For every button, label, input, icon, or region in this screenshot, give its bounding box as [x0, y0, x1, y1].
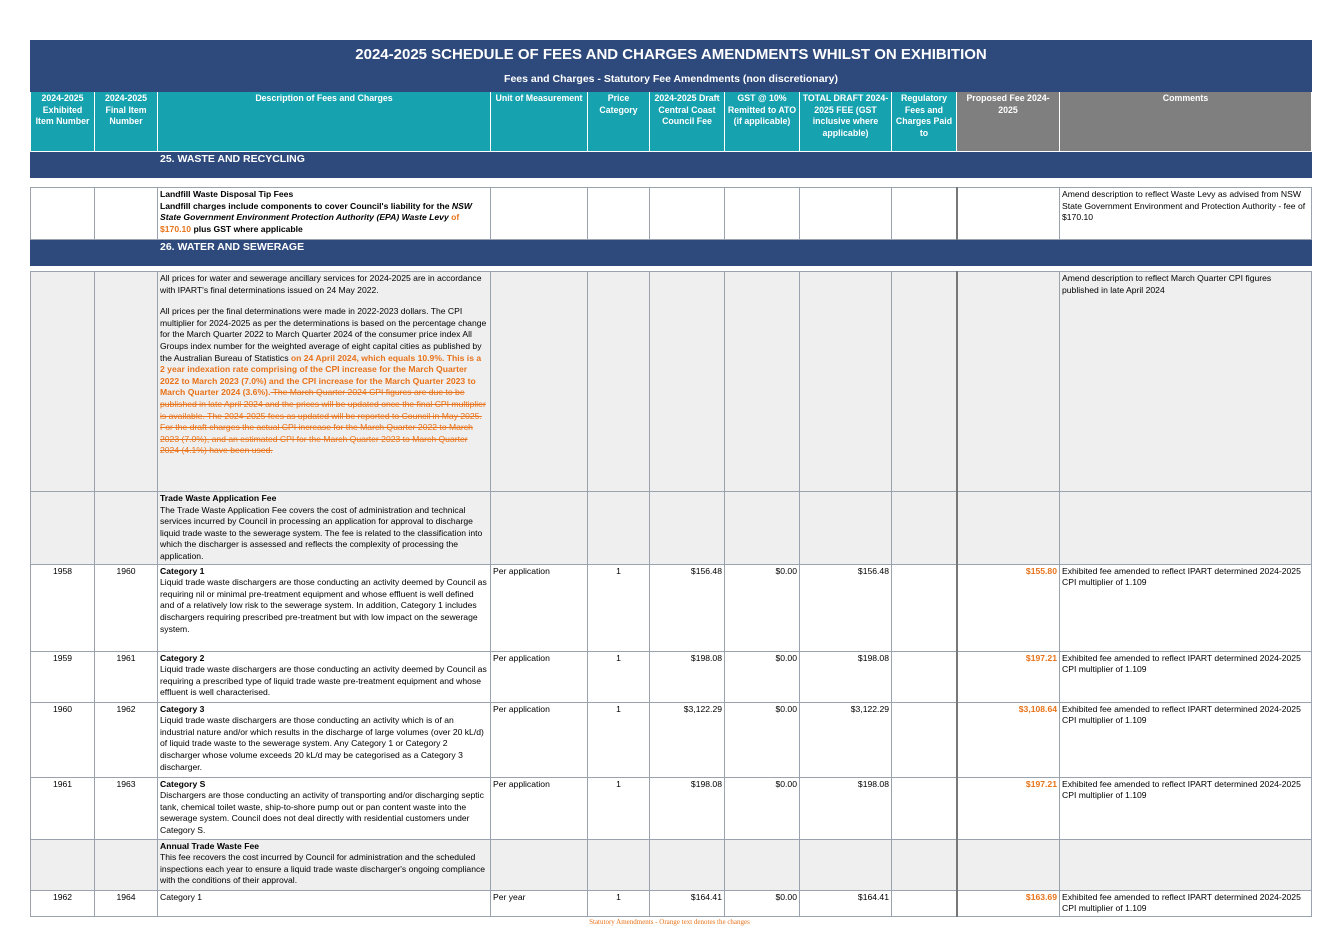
annual-fee-description: Annual Trade Waste Fee This fee recovers the cost incurred by Council for administration and the scheduled inspections each year to ensure a liquid trade waste discharger's ongoing compliance with the conditions of their approval.	[158, 839, 491, 890]
section-waste-recycling: 25. WASTE AND RECYCLING	[158, 152, 1312, 178]
col-unit-of-measurement: Unit of Measurement	[491, 92, 588, 152]
proposed-fee: $197.21	[957, 777, 1060, 839]
section-header-row	[31, 152, 1312, 178]
table-row: 1962 1964 Category 1 Per year 1 $164.41 $0.00 $164.41 $163.69 Exhibited fee amended to reflect IPART determined 2024-2025 CPI multiplier of 1.109	[31, 890, 1312, 916]
schedule-title: 2024-2025 SCHEDULE OF FEES AND CHARGES AMENDMENTS WHILST ON EXHIBITION	[31, 41, 1312, 69]
landfill-description: Landfill Waste Disposal Tip Fees Landfill charges include components to cover Council's liability for the NSW State Government Environment Protection Authority (EPA) Waste Levy of $170.10 plus GST where applicable	[158, 188, 491, 240]
col-description: Description of Fees and Charges	[158, 92, 491, 152]
col-regulatory-paid-to: Regulatory Fees and Charges Paid to	[892, 92, 957, 152]
schedule-subtitle: Fees and Charges - Statutory Fee Amendments (non discretionary)	[31, 69, 1312, 92]
table-row: 1961 1963 Category S Dischargers are those conducting an activity of transporting and/or discharging septic tank, chemical toilet waste, ship-to-shore pump out or pan content waste into the sewerage system. Council does not deal directly with residential customers under Category S. Per application 1 $198.08 $0.00 $198.08 $197.21 Exhibited fee amended to reflect IPART determined 2024-2025 CPI multiplier of 1.109	[31, 777, 1312, 839]
table-row: 1958 1960 Category 1 Liquid trade waste dischargers are those conducting an activity deemed by Council as requiring nil or minimal pre-treatment equipment and whose effluent is well defined and of a relatively low risk to the sewerage system. In addition, Category 1 includes dischargers requiring prescribed pre-treatment but with low impact on the sewerage system. Per application 1 $156.48 $0.00 $156.48 $155.80 Exhibited fee amended to reflect IPART determined 2024-2025 CPI multiplier of 1.109	[31, 564, 1312, 651]
column-header-row	[31, 92, 1312, 152]
table-row	[31, 272, 1312, 492]
landfill-comment: Amend description to reflect Waste Levy as advised from NSW State Government Environment and Protection Authority - fee of $170.10	[1060, 188, 1312, 240]
trade-application-description: Trade Waste Application Fee The Trade Waste Application Fee covers the cost of administration and technical services incurred by Council in processing an application for approval to discharge liquid trade waste to the sewerage system. The fee is related to the classification into which the discharger is assessed and reflects the complexity of processing the application.	[158, 492, 491, 565]
col-comments: Comments	[1060, 92, 1312, 152]
proposed-fee: $163.69	[957, 890, 1060, 916]
proposed-fee: $3,108.64	[957, 702, 1060, 777]
col-final-item-number: 2024-2025 Final Item Number	[95, 92, 158, 152]
section-header-row	[31, 240, 1312, 266]
col-draft-fee: 2024-2025 Draft Central Coast Council Fee	[650, 92, 725, 152]
proposed-fee: $155.80	[957, 564, 1060, 651]
table-row: 1960 1962 Category 3 Liquid trade waste dischargers are those conducting an activity which is of an industrial nature and/or which results in the discharge of large volumes (over 20 kL/d) of liquid trade waste to the sewerage system. Any Category 1 or Category 2 discharger whose volume exceeds 20 kL/d may be categorised as a Category 3 discharger. Per application 1 $3,122.29 $0.00 $3,122.29 $3,108.64 Exhibited fee amended to reflect IPART determined 2024-2025 CPI multiplier of 1.109	[31, 702, 1312, 777]
water-intro-comment: Amend description to reflect March Quarter CPI figures published in late April 2024	[1060, 272, 1312, 492]
col-exhibited-item-number: 2024-2025 Exhibited Item Number	[31, 92, 95, 152]
col-total-draft-fee: TOTAL DRAFT 2024-2025 FEE (GST inclusive where applicable)	[800, 92, 892, 152]
col-proposed-fee: Proposed Fee 2024-2025	[957, 92, 1060, 152]
fees-schedule-sheet	[30, 40, 1311, 917]
section-water-sewerage: 26. WATER AND SEWERAGE	[158, 240, 1312, 266]
table-row	[31, 839, 1312, 890]
col-price-category: Price Category	[588, 92, 650, 152]
col-gst: GST @ 10% Remitted to ATO (if applicable)	[725, 92, 800, 152]
table-row	[31, 492, 1312, 565]
fees-table	[30, 40, 1312, 917]
table-row	[31, 188, 1312, 240]
proposed-fee: $197.21	[957, 651, 1060, 702]
table-row: 1959 1961 Category 2 Liquid trade waste dischargers are those conducting an activity deemed by Council as requiring a prescribed type of liquid trade waste pre-treatment equipment and whose effluent is well characterised. Per application 1 $198.08 $0.00 $198.08 $197.21 Exhibited fee amended to reflect IPART determined 2024-2025 CPI multiplier of 1.109	[31, 651, 1312, 702]
footer-note: Statutory Amendments - Orange text denotes the changes	[589, 918, 750, 926]
water-intro-description: All prices for water and sewerage ancillary services for 2024-2025 are in accordance with IPART's final determinations issued on 24 May 2022. All prices per the final determinations were made in 2022-2023 dollars. The CPI multiplier for 2024-2025 as per the determinations is based on the percentage change for the March Quarter 2022 to March Quarter 2024 of the consumer price index All Groups index number for the weighted average of eight capital cities as published by the Australian Bureau of Statistics on 24 April 2024, which equals 10.9%. This is a 2 year indexation rate comprising of the CPI increase for the March Quarter 2022 to March 2023 (7.0%) and the CPI increase for the March Quarter 2023 to March Quarter 2024 (3.6%). The March Quarter 2024 CPI figures are due to be published in late April 2024 and the prices will be updated once the final CPI multiplier is available. The 2024-2025 fees as updated will be reported to Council in May 2025. For the draft charges the actual CPI increase for the March Quarter 2022 to March 2023 (7.0%), and an estimated CPI for the March Quarter 2023 to March Quarter 2024 (4.1%) have been used.	[158, 272, 491, 492]
